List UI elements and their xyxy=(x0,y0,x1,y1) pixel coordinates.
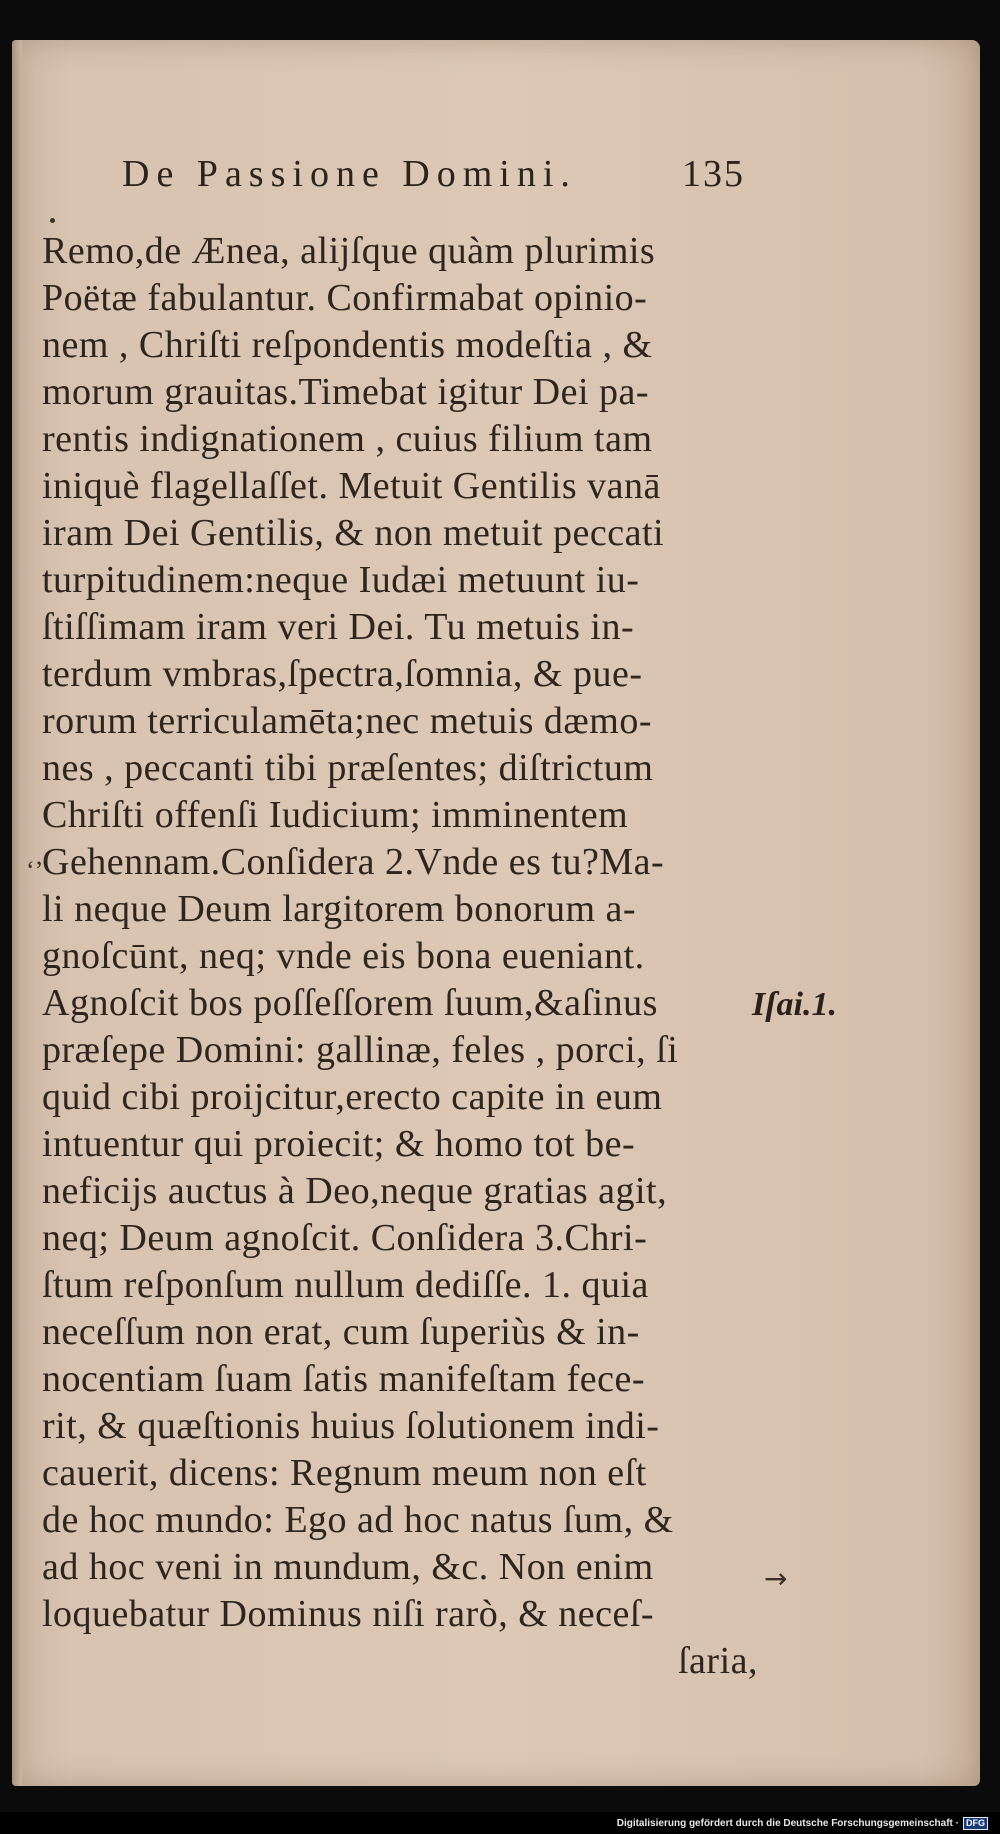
text-line: neceſſum non erat, cum ſuperiùs & in- xyxy=(42,1311,640,1353)
text-line: de hoc mundo: Ego ad hoc natus ſum, & xyxy=(42,1499,674,1541)
running-head xyxy=(110,152,750,212)
text-line: Poëtæ fabulantur. Confirmabat opinio- xyxy=(42,277,648,319)
text-line: morum grauitas.Timebat igitur Dei pa- xyxy=(42,371,650,413)
text-line: nem , Chriſti reſpondentis modeſtia , & xyxy=(42,324,653,366)
credit-text: Digitalisierung gefördert durch die Deutsche Forschungsgemeinschaft · xyxy=(616,1818,959,1829)
margin-note: Iſai.1. xyxy=(752,986,837,1023)
text-line: Remo,de Ænea, alijſque quàm plurimis xyxy=(42,230,656,272)
text-line: neq; Deum agnoſcit. Conſidera 3.Chri- xyxy=(42,1217,648,1259)
text-line: turpitudinem:neque Iudæi metuunt iu- xyxy=(42,559,640,601)
text-line: neficijs auctus à Deo,neque gratias agit, xyxy=(42,1170,668,1212)
text-line: iniquè flagellaſſet. Metuit Gentilis vanā xyxy=(42,465,661,507)
text-line: nes , peccanti tibi præſentes; diſtrictum xyxy=(42,747,654,789)
text-line: gnoſcūnt, neq; vnde eis bona eueniant. xyxy=(42,935,645,977)
text-line: Gehennam.Conſidera 2.Vnde es tu?Ma- xyxy=(42,841,665,883)
text-line: terdum vmbras,ſpectra,ſomnia, & pue- xyxy=(42,653,643,695)
margin-arrow-icon: → xyxy=(764,1562,788,1595)
text-line: ad hoc veni in mundum, &c. Non enim xyxy=(42,1546,654,1588)
text-line: ſtum reſponſum nullum dediſſe. 1. quia xyxy=(42,1264,649,1306)
page-edge xyxy=(12,40,22,1786)
text-line: quid cibi proijcitur,erecto capite in eum xyxy=(42,1076,663,1118)
text-line: rit, & quæſtionis huius ſolutionem indi- xyxy=(42,1405,660,1447)
page-number: 135 xyxy=(682,153,745,195)
head-dot xyxy=(50,218,55,223)
text-line: rentis indignationem , cuius filium tam xyxy=(42,418,653,460)
text-line: Chriſti offenſi Iudicium; imminentem xyxy=(42,794,629,836)
text-line: li neque Deum largitorem bonorum a- xyxy=(42,888,637,930)
text-line: iram Dei Gentilis, & non metuit peccati xyxy=(42,512,665,554)
margin-mark: ‘’ xyxy=(26,856,44,885)
catchword: ſaria, xyxy=(677,1640,758,1682)
body-text xyxy=(42,228,762,1685)
text-line: nocentiam ſuam ſatis manifeſtam fece- xyxy=(42,1358,646,1400)
text-line: rorum terriculamēta;nec metuis dæmo- xyxy=(42,700,652,742)
running-head-title: De Passione Domini. xyxy=(122,153,577,195)
text-line: cauerit, dicens: Regnum meum non eſt xyxy=(42,1452,647,1494)
text-line: ſtiſſimam iram veri Dei. Tu metuis in- xyxy=(42,606,635,648)
book-page xyxy=(12,40,980,1786)
text-line: intuentur qui proiecit; & homo tot be- xyxy=(42,1123,636,1165)
text-line: loquebatur Dominus niſi rarò, & neceſ- xyxy=(42,1593,655,1635)
digitization-credit xyxy=(617,1817,988,1830)
text-line: Agnoſcit bos poſſeſſorem ſuum,&aſinus xyxy=(42,982,658,1024)
text-line: præſepe Domini: gallinæ, feles , porci, ſi xyxy=(42,1029,679,1071)
dfg-logo: DFG xyxy=(963,1817,988,1830)
